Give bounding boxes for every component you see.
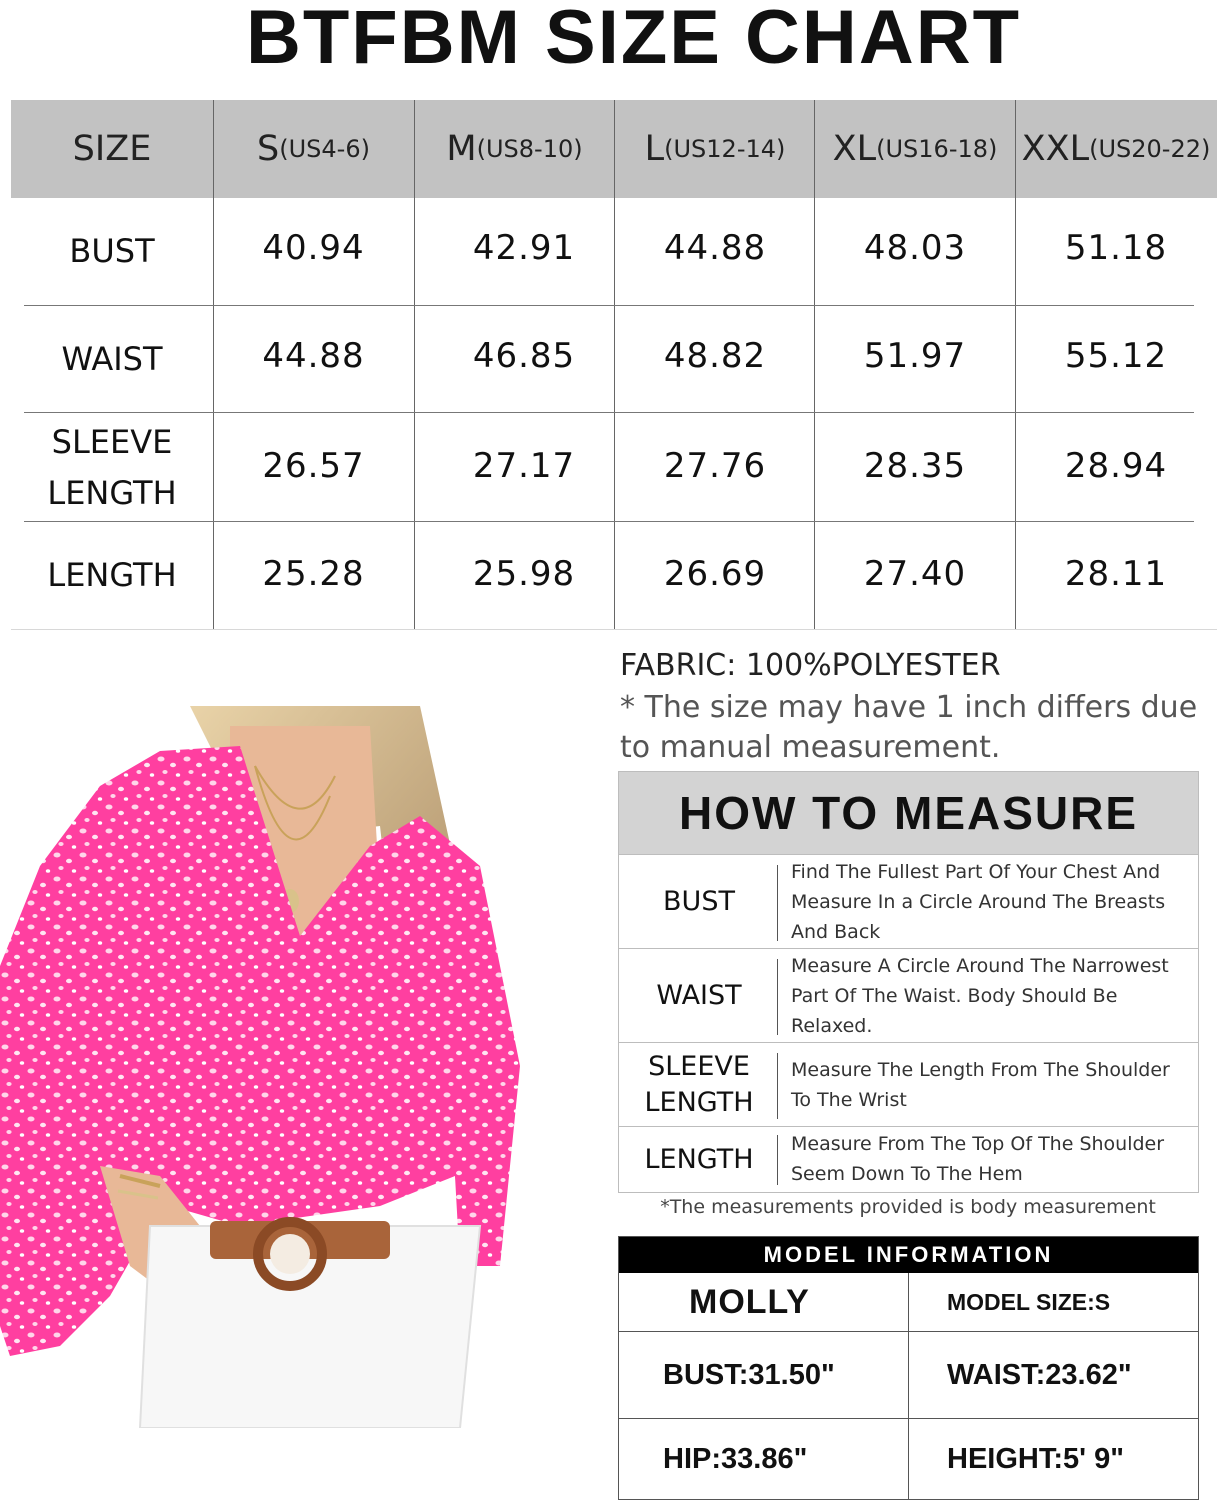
grid-line <box>908 1273 909 1499</box>
body-measurement-note: *The measurements provided is body measurement <box>660 1196 1156 1218</box>
row-label-sleeve-length: SLEEVE LENGTH <box>47 422 177 512</box>
grid-line <box>414 100 415 630</box>
size-name: S <box>257 129 280 169</box>
grid-line <box>11 629 1217 630</box>
fabric-info: FABRIC: 100%POLYESTER <box>620 648 1001 683</box>
size-us: (US4-6) <box>279 135 370 163</box>
row-label-length: LENGTH <box>47 556 177 595</box>
row-label-bust: BUST <box>69 232 155 271</box>
how-desc: Measure From The Top Of The Shoulder Seem Down To The Hem <box>791 1133 1165 1185</box>
size-us: (US8-10) <box>476 135 583 163</box>
row-label-waist: WAIST <box>61 340 163 379</box>
model-hip: HIP:33.86" <box>663 1442 808 1475</box>
how-to-measure-table <box>618 771 1199 1193</box>
how-desc: Measure The Length From The Shoulder To The Wrist <box>791 1059 1170 1111</box>
model-bust: BUST:31.50" <box>663 1358 835 1391</box>
how-to-measure-title: HOW TO MEASURE <box>619 772 1198 854</box>
value-cell: 55.12 <box>1064 336 1168 376</box>
value-cell: 28.35 <box>863 446 967 486</box>
how-desc: Find The Fullest Part Of Your Chest And Measure In a Circle Around The Breasts And Back <box>791 861 1166 943</box>
model-name: MOLLY <box>689 1282 810 1321</box>
size-us: (US12-14) <box>664 135 786 163</box>
how-row-waist <box>619 948 1198 1043</box>
row-divider <box>777 865 778 941</box>
measurement-note: * The size may have 1 inch differs due to manual measurement. <box>620 690 1198 765</box>
value-cell: 27.40 <box>863 554 967 594</box>
value-cell: 48.82 <box>663 336 767 376</box>
page-title: BTFBM SIZE CHART <box>245 0 1022 80</box>
size-name: XL <box>832 129 877 169</box>
value-cell: 51.97 <box>863 336 967 376</box>
grid-line <box>24 412 1194 413</box>
how-desc: Measure A Circle Around The Narrowest Part Of The Waist. Body Should Be Relaxed. <box>791 955 1169 1037</box>
value-cell: 42.91 <box>472 228 576 268</box>
model-photo <box>0 706 562 1428</box>
how-row-bust <box>619 854 1198 949</box>
row-divider <box>777 1053 778 1119</box>
value-cell: 44.88 <box>663 228 767 268</box>
how-row-length <box>619 1126 1198 1193</box>
value-cell: 28.94 <box>1064 446 1168 486</box>
value-cell: 28.11 <box>1064 554 1168 594</box>
value-cell: 26.69 <box>663 554 767 594</box>
grid-line <box>1015 100 1016 630</box>
value-cell: 44.88 <box>262 336 365 376</box>
value-cell: 51.18 <box>1064 228 1168 268</box>
model-information-table <box>618 1236 1199 1500</box>
how-label: LENGTH <box>644 1143 754 1175</box>
value-cell: 48.03 <box>863 228 967 268</box>
how-row-sleeve-length <box>619 1042 1198 1127</box>
model-waist: WAIST:23.62" <box>947 1358 1132 1391</box>
size-chart-table <box>11 100 1217 630</box>
grid-line <box>614 100 615 630</box>
size-us: (US20-22) <box>1089 135 1211 163</box>
size-name: L <box>644 129 665 169</box>
size-us: (US16-18) <box>876 135 998 163</box>
grid-line <box>24 521 1194 522</box>
size-col-xxl <box>1015 100 1217 198</box>
value-cell: 46.85 <box>472 336 576 376</box>
size-col-xl <box>815 100 1015 198</box>
model-size: MODEL SIZE:S <box>947 1288 1111 1315</box>
how-label: SLEEVE LENGTH <box>644 1050 754 1118</box>
size-col-l <box>615 100 815 198</box>
grid-line <box>213 100 214 630</box>
size-col-m <box>414 100 615 198</box>
value-cell: 26.57 <box>262 446 365 486</box>
size-name: XXL <box>1021 129 1090 169</box>
value-cell: 27.17 <box>472 446 576 486</box>
value-cell: 25.98 <box>472 554 576 594</box>
model-height: HEIGHT:5' 9" <box>947 1442 1124 1475</box>
value-cell: 25.28 <box>262 554 365 594</box>
how-label: WAIST <box>656 979 742 1011</box>
value-cell: 40.94 <box>262 228 365 268</box>
model-information-title: MODEL INFORMATION <box>619 1237 1198 1273</box>
how-label: BUST <box>663 885 735 917</box>
size-header-label: SIZE <box>72 129 152 169</box>
size-col-s <box>213 100 414 198</box>
grid-line <box>24 305 1194 306</box>
grid-line <box>814 100 815 630</box>
value-cell: 27.76 <box>663 446 767 486</box>
row-divider <box>777 959 778 1035</box>
size-name: M <box>446 129 477 169</box>
row-divider <box>777 1135 778 1185</box>
